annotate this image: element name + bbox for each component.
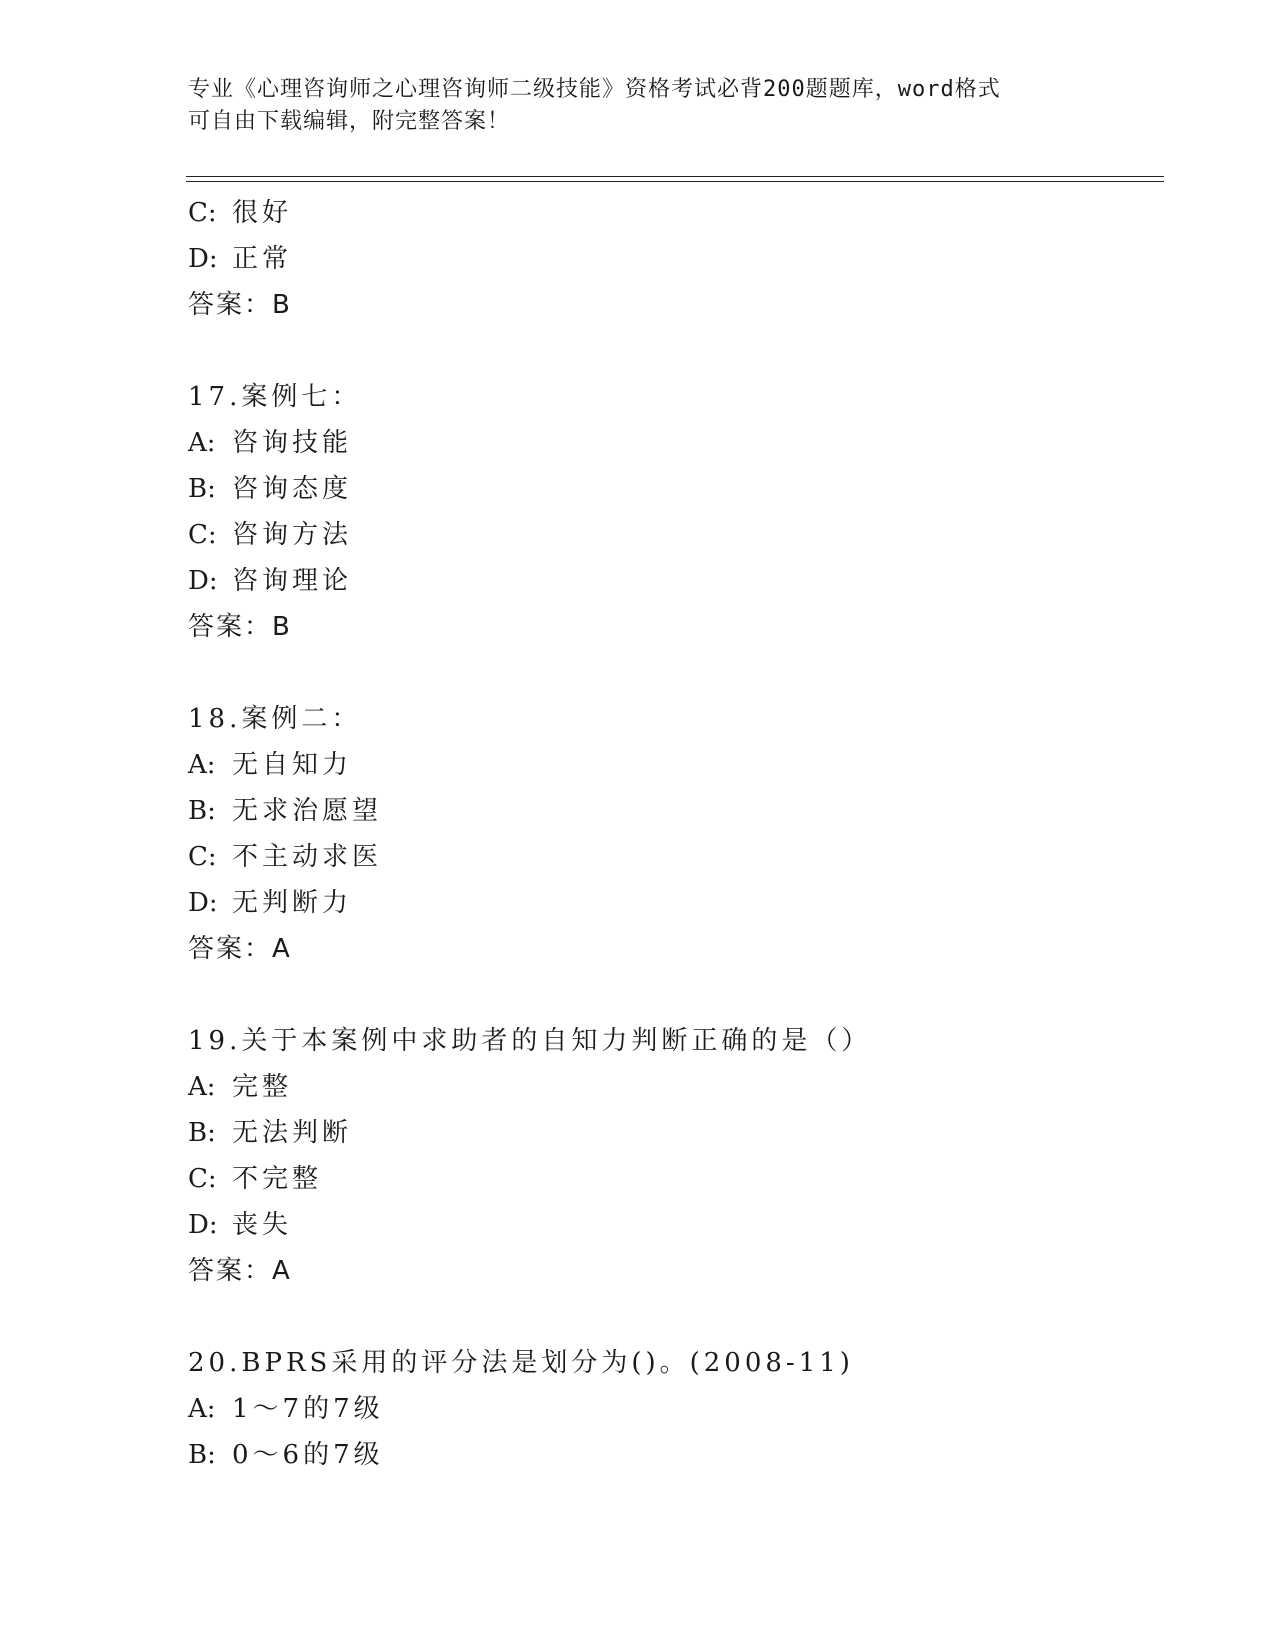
- header-title-line2: 可自由下载编辑，附完整答案！: [188, 109, 511, 134]
- question-19: [188, 1018, 1148, 1294]
- option-label: A:: [188, 750, 216, 780]
- option-d: [188, 558, 1148, 604]
- option-label: D:: [188, 1210, 218, 1240]
- spacer: [188, 650, 1148, 696]
- option-label: C:: [188, 520, 217, 550]
- option-text: 1～7的7级: [232, 1394, 384, 1424]
- document-header: [188, 74, 1088, 138]
- option-label: C:: [188, 198, 217, 228]
- option-text: 不完整: [232, 1164, 323, 1194]
- option-text: 无求治愿望: [232, 796, 383, 826]
- option-label: B:: [188, 1440, 216, 1470]
- option-text: 无判断力: [232, 888, 353, 918]
- option-d: [188, 1202, 1148, 1248]
- answer-line: 答案：A: [188, 1256, 292, 1286]
- option-text: 无法判断: [232, 1118, 353, 1148]
- option-label: A:: [188, 428, 216, 458]
- spacer: [188, 328, 1148, 374]
- option-text: 咨询态度: [232, 474, 353, 504]
- option-text: 完整: [232, 1072, 293, 1102]
- option-label: D:: [188, 566, 218, 596]
- option-b: [188, 788, 1148, 834]
- option-label: B:: [188, 1118, 216, 1148]
- option-label: C:: [188, 842, 217, 872]
- header-divider-top: [186, 176, 1164, 177]
- question-stem: 18.案例二：: [188, 704, 362, 734]
- question-stem: 17.案例七：: [188, 382, 362, 412]
- spacer: [188, 1294, 1148, 1340]
- option-c: [188, 190, 1148, 236]
- option-label: B:: [188, 474, 216, 504]
- answer-line: 答案：B: [188, 612, 292, 642]
- option-b: [188, 1110, 1148, 1156]
- option-b: [188, 1432, 1148, 1478]
- header-divider-bottom: [186, 181, 1164, 182]
- option-b: [188, 466, 1148, 512]
- question-list: [188, 190, 1148, 1478]
- question-stem: 20.BPRS采用的评分法是划分为()。(2008-11): [188, 1348, 854, 1378]
- question-16-fragment: [188, 190, 1148, 328]
- option-text: 正常: [232, 244, 293, 274]
- option-label: B:: [188, 796, 216, 826]
- question-20: [188, 1340, 1148, 1478]
- option-a: [188, 742, 1148, 788]
- question-17: [188, 374, 1148, 650]
- option-d: [188, 236, 1148, 282]
- option-text: 咨询理论: [232, 566, 353, 596]
- option-text: 很好: [232, 198, 293, 228]
- option-text: 无自知力: [232, 750, 353, 780]
- answer-line: 答案：B: [188, 290, 292, 320]
- option-label: A:: [188, 1394, 216, 1424]
- option-label: C:: [188, 1164, 217, 1194]
- option-c: [188, 1156, 1148, 1202]
- option-text: 丧失: [232, 1210, 293, 1240]
- option-text: 0～6的7级: [232, 1440, 384, 1470]
- option-a: [188, 1386, 1148, 1432]
- answer-line: 答案：A: [188, 934, 292, 964]
- question-stem: 19.关于本案例中求助者的自知力判断正确的是（）: [188, 1026, 872, 1056]
- spacer: [188, 972, 1148, 1018]
- option-a: [188, 1064, 1148, 1110]
- option-label: A:: [188, 1072, 216, 1102]
- option-a: [188, 420, 1148, 466]
- option-text: 不主动求医: [232, 842, 383, 872]
- option-label: D:: [188, 244, 218, 274]
- option-d: [188, 880, 1148, 926]
- option-text: 咨询方法: [232, 520, 353, 550]
- question-18: [188, 696, 1148, 972]
- header-title-line1: 专业《心理咨询师之心理咨询师二级技能》资格考试必背200题题库，word格式: [188, 77, 1001, 102]
- option-c: [188, 834, 1148, 880]
- option-label: D:: [188, 888, 218, 918]
- option-c: [188, 512, 1148, 558]
- option-text: 咨询技能: [232, 428, 353, 458]
